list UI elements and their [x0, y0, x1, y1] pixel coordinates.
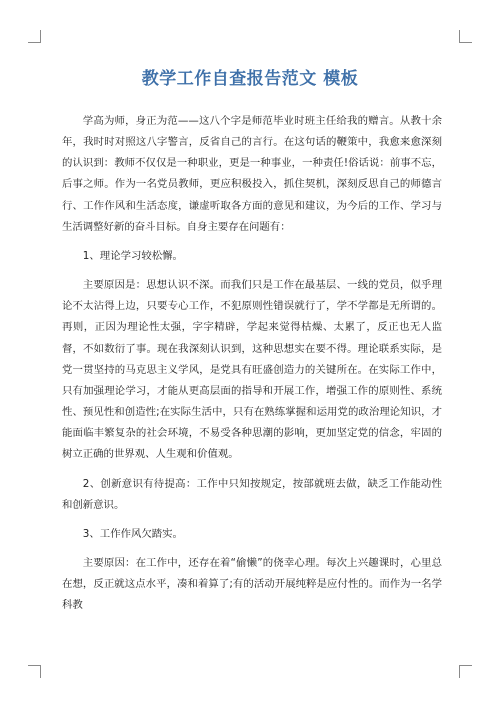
- heading-item-1: 1、理论学习较松懈。: [82, 249, 183, 262]
- heading-item-3: 3、工作作风欠踏实。: [82, 527, 183, 540]
- paragraph-intro: 学高为师，身正为范——这八个字是师范毕业时班主任给我的赠言。从教十余年，我时时对照这八字警言，反省自己的言行。在这句话的鞭策中，我愈来愈深刻的认识到：教师不仅仅是一种职业，更是一种事业，一种责任!俗话说：前事不忘，后事之师。作为一名党员教师，更应积极投入，抓住契机，深刻反思自己的师德言行、工作作风和生活态度，谦虚听取各方面的意见和建议，为今后的工作、学习与生活调整好新的奋斗目标。自身主要存在问题有：: [62, 115, 442, 233]
- heading-item-2: 2、创新意识有待提高：工作中只知按规定，按部就班去做，缺乏工作能动性和创新意识。: [62, 477, 442, 511]
- crop-mark-top-left: [28, 30, 41, 43]
- crop-mark-top-right: [459, 30, 472, 43]
- crop-mark-bottom-right: [459, 665, 472, 678]
- document-body: [62, 111, 442, 624]
- crop-mark-bottom-left: [28, 665, 41, 678]
- paragraph-item-3-reason: 主要原因：在工作中，还存在着“偷懒”的侥幸心理。每次上兴趣课时，心里总在想，反正就这点水平，凑和着算了;有的活动开展纯粹是应付性的。而作为一名学科教: [62, 556, 442, 612]
- document-title: 教学工作自查报告范文 模板: [141, 69, 359, 89]
- paragraph-item-1-reason: 主要原因是：思想认识不深。而我们只是工作在最基层、一线的党员，似乎理论不太沾得上边，只要专心工作，不犯原则性错误就行了，学不学都是无所谓的。再则，正因为理论性太强，字字精辟，学起来觉得枯燥、太累了，反正也无人监督，不如数衍了事。现在我深刻认识到，这种思想实在要不得。理论联系实际，是党一贯坚持的马克思主义学风，是党具有旺盛创造力的关键所在。在实际工作中，只有加强理论学习，才能从更高层面的指导和开展工作，增强工作的原则性、系统性、预见性和创造性;在实际生活中，只有在熟练掌握和运用党的政治理论知识，才能面临丰繁复杂的社会环境，不易受各种思潮的影响，更加坚定党的信念，牢固的树立正确的世界观、人生观和价值观。: [62, 279, 442, 461]
